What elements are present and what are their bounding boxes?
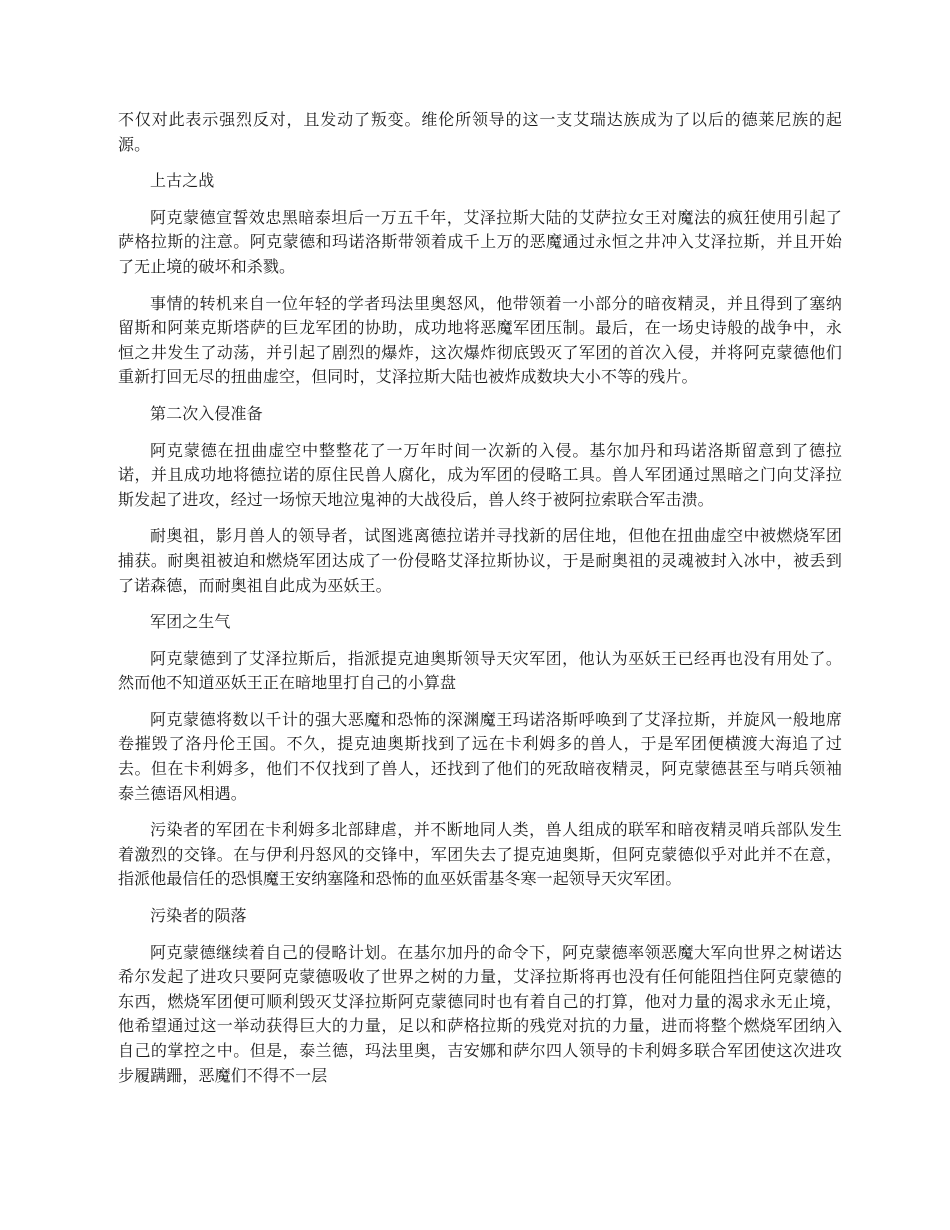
document-page — [118, 108, 842, 1100]
paragraph: 事情的转机来自一位年轻的学者玛法里奥怒风，他带领着一小部分的暗夜精灵，并且得到了塞纳留斯和阿莱克斯塔萨的巨龙军团的协助，成功地将恶魔军团压制。最后，在一场史诗般的战争中，永恒之井发生了动荡，并引起了剧烈的爆炸，这次爆炸彻底毁灭了军团的首次入侵，并将阿克蒙德他们重新打回无尽的扭曲虚空，但同时，艾泽拉斯大陆也被炸成数块大小不等的残片。 — [118, 293, 842, 387]
section-heading-second-invasion: 第二次入侵准备 — [150, 403, 263, 423]
paragraph: 阿克蒙德将数以千计的强大恶魔和恐怖的深渊魔王玛诺洛斯呼唤到了艾泽拉斯，并旋风一般地席卷摧毁了洛丹伦王国。不久，提克迪奥斯找到了远在卡利姆多的兽人，于是军团便横渡大海追了过去。但在卡利姆多，他们不仅找到了兽人，还找到了他们的死敌暗夜精灵，阿克蒙德甚至与哨兵领袖泰兰德语风相遇。 — [118, 709, 842, 803]
section-heading-legion-anger: 军团之生气 — [150, 612, 231, 632]
section-heading-ancient-war: 上古之战 — [150, 171, 215, 191]
section-heading-defiler-fall: 污染者的陨落 — [150, 906, 247, 926]
paragraph-continued: 不仅对此表示强烈反对，且发动了叛变。维伦所领导的这一支艾瑞达族成为了以后的德莱尼族的起源。 — [118, 110, 842, 154]
paragraph: 阿克蒙德在扭曲虚空中整整花了一万年时间一次新的入侵。基尔加丹和玛诺洛斯留意到了德拉诺，并且成功地将德拉诺的原住民兽人腐化，成为军团的侵略工具。兽人军团通过黑暗之门向艾泽拉斯发起了进攻，经过一场惊天地泣鬼神的大战役后，兽人终于被阿拉索联合军击溃。 — [118, 440, 842, 509]
paragraph: 阿克蒙德继续着自己的侵略计划。在基尔加丹的命令下，阿克蒙德率领恶魔大军向世界之树诺达希尔发起了进攻只要阿克蒙德吸收了世界之树的力量，艾泽拉斯将再也没有任何能阻挡住阿克蒙德的东西，燃烧军团便可顺利毁灭艾泽拉斯阿克蒙德同时也有着自己的打算，他对力量的渴求永无止境，他希望通过这一举动获得巨大的力量，足以和萨格拉斯的残党对抗的力量，进而将整个燃烧军团纳入自己的掌控之中。但是，泰兰德，玛法里奥，吉安娜和萨尔四人领导的卡利姆多联合军团使这次进攻步履蹒跚，恶魔们不得不一层 — [118, 942, 842, 1085]
paragraph: 耐奥祖，影月兽人的领导者，试图逃离德拉诺并寻找新的居住地，但他在扭曲虚空中被燃烧军团捕获。耐奥祖被迫和燃烧军团达成了一份侵略艾泽拉斯协议，于是耐奥祖的灵魂被封入冰中，被丢到了诺森德，而耐奥祖自此成为巫妖王。 — [118, 526, 842, 595]
paragraph: 阿克蒙德到了艾泽拉斯后，指派提克迪奥斯领导天灾军团，他认为巫妖王已经再也没有用处了。然而他不知道巫妖王正在暗地里打自己的小算盘 — [118, 648, 842, 693]
paragraph: 阿克蒙德宣誓效忠黑暗泰坦后一万五千年，艾泽拉斯大陆的艾萨拉女王对魔法的疯狂使用引起了萨格拉斯的注意。阿克蒙德和玛诺洛斯带领着成千上万的恶魔通过永恒之井冲入艾泽拉斯，并且开始了无止境的破坏和杀戮。 — [118, 207, 842, 276]
paragraph: 污染者的军团在卡利姆多北部肆虐，并不断地同人类，兽人组成的联军和暗夜精灵哨兵部队发生着激烈的交锋。在与伊利丹怒风的交锋中，军团失去了提克迪奥斯，但阿克蒙德似乎对此并不在意，指派他最信任的恐惧魔王安纳塞隆和恐怖的血巫妖雷基冬寒一起领导天灾军团。 — [118, 820, 842, 889]
